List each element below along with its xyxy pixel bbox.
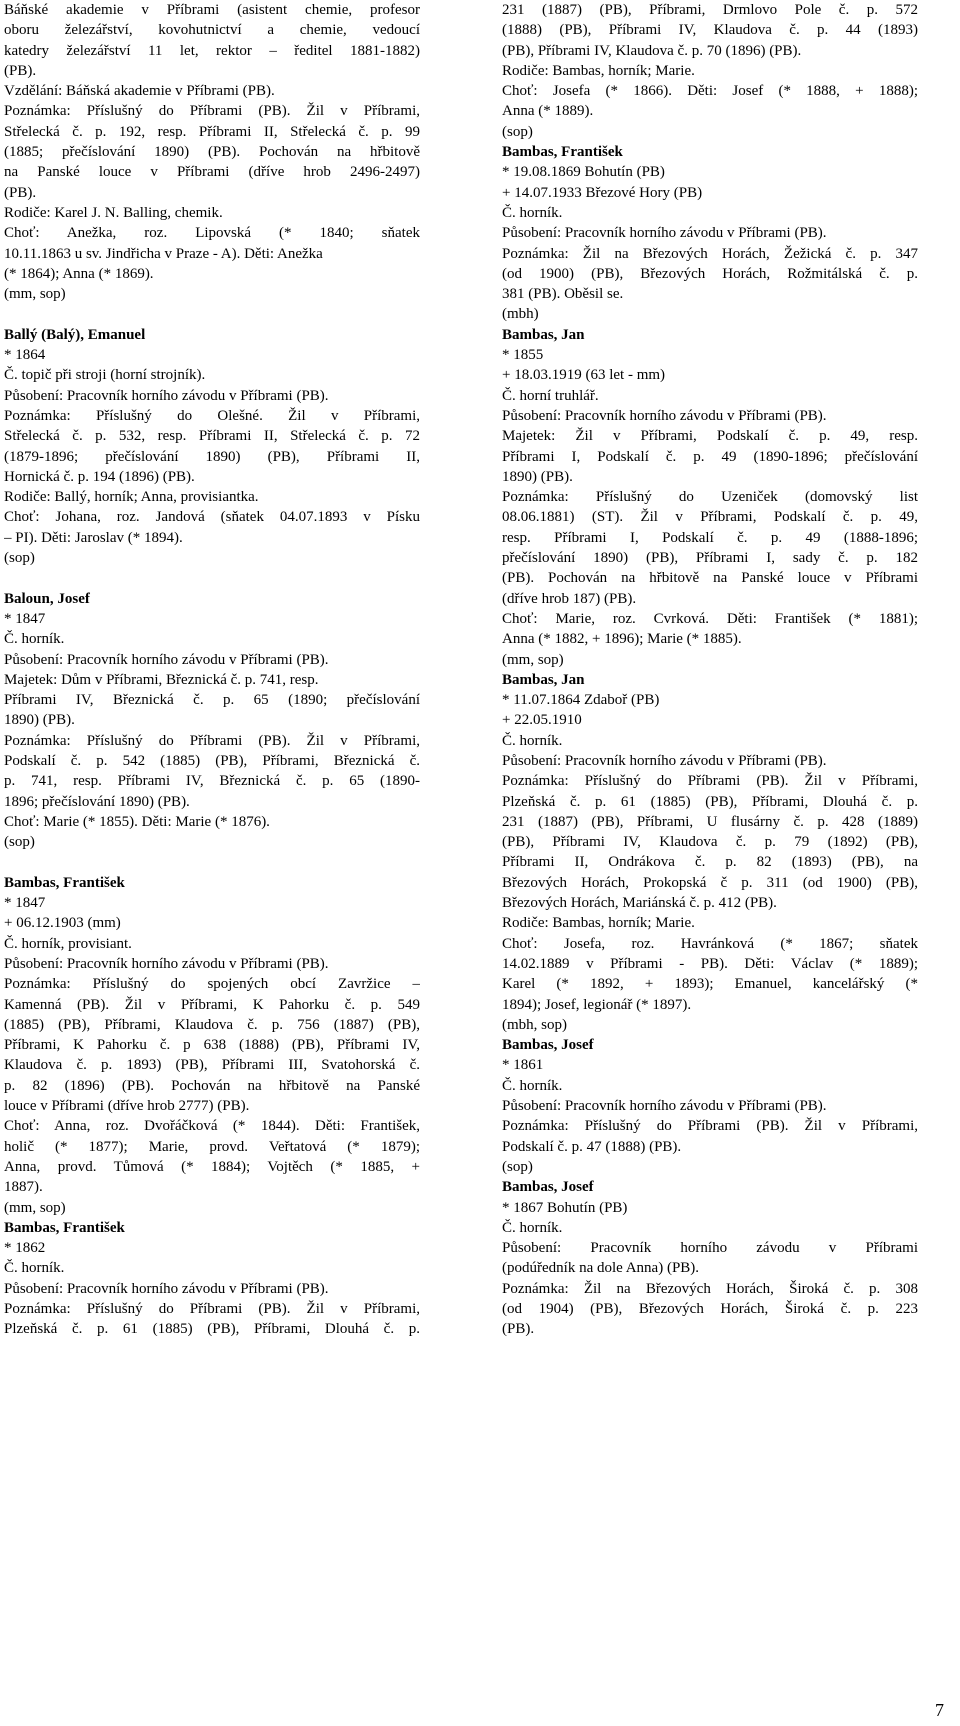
text-line: 08.06.1881) (ST). Žil v Příbrami, Podskalí č. p. 49, [502,509,918,526]
entry-name: Baloun, Josef [4,590,90,607]
text-line: Hornická č. p. 194 (1896) (PB). [4,468,195,485]
text-line: Choť: Marie, roz. Cvrková. Děti: František (* 1881); [502,610,918,627]
text-line: (mm, sop) [502,651,564,668]
text-line: Karel (* 1892, + 1893); Emanuel, kancelářský (* [502,976,918,993]
text-line: (PB), Příbrami IV, Klaudova č. p. 70 (1896) (PB). [502,42,802,59]
text-line: (PB). [4,62,37,79]
text-line: * 1861 [502,1057,544,1074]
text-line: 1890) (PB). [4,712,75,729]
text-line: Poznámka: Žil na Březových Horách, Žežická č. p. 347 [502,245,918,262]
text-line: Rodiče: Ballý, horník; Anna, provisiantka. [4,489,259,506]
text-line: přečíslování 1890) (PB), Příbrami I, sady č. p. 182 [502,550,918,567]
text-line: oboru železářství, kovohutnictví a chemie, vedoucí [4,22,420,39]
text-line: (mm, sop) [4,286,66,303]
text-line: na Panské louce v Příbrami (dříve hrob 2496-2497) [4,164,420,181]
text-line: (PB). [4,184,37,201]
text-line: Rodiče: Bambas, horník; Marie. [502,915,695,932]
text-line: 1894); Josef, legionář (* 1897). [502,996,692,1013]
text-line: Působení: Pracovník horního závodu v Příbrami (PB). [502,1098,827,1115]
text-line: Plzeňská č. p. 61 (1885) (PB), Příbrami, Dlouhá č. p. [4,1321,420,1338]
text-line: Báňské akademie v Příbrami (asistent chemie, profesor [4,2,420,18]
text-line: 10.11.1863 u sv. Jindřicha v Praze - A). Děti: Anežka [4,245,323,262]
entry-name: Bambas, František [502,144,623,161]
text-line: Anna (* 1882, + 1896); Marie (* 1885). [502,631,742,648]
text-line: Vzdělání: Báňská akademie v Příbrami (PB). [4,83,275,100]
page-number: 7 [935,1699,944,1720]
text-line: Působení: Pracovník horního závodu v Příbrami (PB). [4,387,329,404]
text-line: Poznámka: Příslušný do Příbrami (PB). Žil v Příbrami, [4,1301,420,1317]
text-line: Anna (* 1889). [502,103,594,120]
paragraph-gap [4,304,420,324]
text-line: Anna, provd. Tůmová (* 1884); Vojtěch (* 1885, + [4,1158,420,1175]
text-line: Rodiče: Bambas, horník; Marie. [502,62,695,79]
text-line: 1887). [4,1179,43,1196]
text-line: Kamenná (PB). Žil v Příbrami, K Pahorku č. p. 549 [4,996,420,1013]
text-line: Poznámka: Příslušný do Příbrami (PB). Žil v Příbrami, [4,732,420,749]
paragraph-gap [4,852,420,872]
text-line: Č. horník. [502,1219,563,1236]
text-line: Působení: Pracovník horního závodu v Příbrami (PB). [4,1280,329,1297]
text-line: louce v Příbrami (dříve hrob 2777) (PB). [4,1098,250,1115]
text-line: Březových Horách, Prokopská č p. 311 (od 1900) (PB), [502,874,918,891]
text-line: * 1847 [4,895,46,912]
left-column [4,0,420,1340]
paragraph-gap [4,568,420,588]
text-line: (1885) (PB), Příbrami, Klaudova č. p. 756 (1887) (PB), [4,1016,420,1033]
text-line: Poznámka: Příslušný do Olešné. Žil v Příbrami, [4,407,420,424]
text-line: Příbrami I, Podskalí č. p. 49 (1890-1896; přečíslování [502,448,918,465]
text-line: 231 (1887) (PB), Příbrami, U flusárny č. p. 428 (1889) [502,813,918,830]
text-line: Poznámka: Příslušný do Příbrami (PB). Žil v Příbrami, [4,103,420,120]
text-line: (PB), Příbrami IV, Klaudova č. p. 79 (1892) (PB), [502,834,918,851]
text-line: * 1864 [4,347,46,364]
text-line: (PB). Pochován na hřbitově na Panské louce v Příbrami [502,570,918,587]
text-line: Č. horník. [4,1260,65,1277]
text-line: (mbh) [502,306,539,323]
text-line: katedry železářství 11 let, rektor – ředitel 1881-1882) [4,42,420,59]
right-column [502,0,918,1340]
entry-name: Ballý (Balý), Emanuel [4,326,146,343]
text-line: Podskalí č. p. 47 (1888) (PB). [502,1138,682,1155]
entry-name: Bambas, Jan [502,671,585,688]
text-line: Č. topič při stroji (horní strojník). [4,367,206,384]
text-line: 381 (PB). Oběsil se. [502,286,624,303]
text-line: (sop) [502,123,533,140]
text-line: holič (* 1877); Marie, provd. Veřtatová (* 1879); [4,1138,420,1155]
text-line: p. 82 (1896) (PB). Pochován na hřbitově na Panské [4,1077,420,1094]
text-line: Choť: Josefa, roz. Havránková (* 1867; sňatek [502,935,918,952]
text-line: Příbrami II, Ondrákova č. p. 82 (1893) (PB), na [502,854,918,871]
text-line: (mm, sop) [4,1199,66,1216]
text-line: 14.02.1889 v Příbrami - PB). Děti: Václav (* 1889); [502,955,918,972]
text-line: * 19.08.1869 Bohutín (PB) [502,164,665,181]
text-line: * 1847 [4,610,46,627]
entry-name: Bambas, František [4,1219,125,1236]
text-line: * 1855 [502,347,544,364]
text-line: (1885; přečíslování 1890) (PB). Pochován na hřbitově [4,144,420,161]
text-line: Plzeňská č. p. 61 (1885) (PB), Příbrami, Dlouhá č. p. [502,793,918,810]
text-line: * 1862 [4,1240,46,1257]
text-line: Č. horník. [502,1077,563,1094]
text-line: Působení: Pracovník horního závodu v Příbrami (PB). [4,955,329,972]
text-line: Působení: Pracovník horního závodu v Příbrami (PB). [502,225,827,242]
text-line: (sop) [4,834,35,851]
text-line: Majetek: Dům v Příbrami, Březnická č. p. 741, resp. [4,671,319,688]
text-line: (sop) [502,1158,533,1175]
text-line: (1888) (PB), Příbrami IV, Klaudova č. p. 44 (1893) [502,22,918,39]
text-line: (mbh, sop) [502,1016,567,1033]
text-line: Střelecká č. p. 192, resp. Příbrami II, Střelecká č. p. 99 [4,123,420,140]
text-line: (podúředník na dole Anna) (PB). [502,1260,700,1277]
text-line: Březových Horách, Mariánská č. p. 412 (PB). [502,895,777,912]
entry-name: Bambas, Josef [502,1037,594,1054]
text-line: Choť: Anna, roz. Dvořáčková (* 1844). Děti: František, [4,1118,420,1135]
text-line: Příbrami IV, Březnická č. p. 65 (1890; přečíslování [4,692,420,709]
text-line: Rodiče: Karel J. N. Balling, chemik. [4,204,223,221]
text-line: – PI). Děti: Jaroslav (* 1894). [4,529,183,546]
text-line: (1879-1896; přečíslování 1890) (PB), Příbrami II, [4,448,420,465]
entry-name: Bambas, Josef [502,1179,594,1196]
text-line: Č. horník. [502,732,563,749]
text-line: (sop) [4,550,35,567]
text-line: + 18.03.1919 (63 let - mm) [502,367,666,384]
text-line: Majetek: Žil v Příbrami, Podskalí č. p. 49, resp. [502,428,918,445]
text-line: Poznámka: Příslušný do Příbrami (PB). Žil v Příbrami, [502,773,918,790]
text-line: (PB). [502,1321,535,1338]
text-line: 231 (1887) (PB), Příbrami, Drmlovo Pole č. p. 572 [502,2,918,18]
text-line: + 14.07.1933 Březové Hory (PB) [502,184,703,201]
entry-name: Bambas, Jan [502,326,585,343]
text-line: Poznámka: Příslušný do spojených obcí Zavržice – [4,976,420,993]
text-line: Choť: Josefa (* 1866). Děti: Josef (* 1888, + 1888); [502,83,918,100]
text-line: (od 1900) (PB), Březových Horách, Rožmitálská č. p. [502,265,918,282]
text-line: Poznámka: Příslušný do Uzeniček (domovský list [502,489,918,506]
text-line: Č. horník, provisiant. [4,935,132,952]
text-line: 1890) (PB). [502,468,573,485]
text-line: Choť: Anežka, roz. Lipovská (* 1840; sňatek [4,225,420,242]
text-line: p. 741, resp. Příbrami IV, Březnická č. p. 65 (1890- [4,773,420,790]
text-line: Klaudova č. p. 1893) (PB), Příbrami III, Svatohorská č. [4,1057,420,1074]
entry-name: Bambas, František [4,874,125,891]
text-line: (od 1904) (PB), Březových Horách, Široká č. p. 223 [502,1301,918,1317]
text-line: Působení: Pracovník horního závodu v Příbrami (PB). [502,752,827,769]
text-line: 1896; přečíslování 1890) (PB). [4,793,190,810]
text-line: * 11.07.1864 Zdaboř (PB) [502,692,660,709]
text-line: Č. horní truhlář. [502,387,599,404]
text-line: Podskalí č. p. 542 (1885) (PB), Příbrami, Březnická č. [4,752,420,769]
text-line: + 22.05.1910 [502,712,582,729]
text-line: Působení: Pracovník horního závodu v Příbrami (PB). [4,651,329,668]
text-line: Působení: Pracovník horního závodu v Příbrami (PB). [502,407,827,424]
text-line: Příbrami, K Pahorku č. p 638 (1888) (PB), Příbrami IV, [4,1037,420,1054]
text-line: resp. Příbrami I, Podskalí č. p. 49 (1888-1896; [502,529,918,546]
text-line: + 06.12.1903 (mm) [4,915,121,932]
text-line: Choť: Marie (* 1855). Děti: Marie (* 1876). [4,813,270,830]
text-line: Č. horník. [502,204,563,221]
text-line: Poznámka: Příslušný do Příbrami (PB). Žil v Příbrami, [502,1118,918,1135]
text-line: Působení: Pracovník horního závodu v Příbrami [502,1240,918,1257]
text-line: Střelecká č. p. 532, resp. Příbrami II, Střelecká č. p. 72 [4,428,420,445]
text-line: Č. horník. [4,631,65,648]
text-line: (* 1864); Anna (* 1869). [4,265,154,282]
text-line: Poznámka: Žil na Březových Horách, Široká č. p. 308 [502,1280,918,1297]
text-line: Choť: Johana, roz. Jandová (sňatek 04.07.1893 v Písku [4,509,420,526]
text-line: * 1867 Bohutín (PB) [502,1199,628,1216]
text-line: (dříve hrob 187) (PB). [502,590,637,607]
